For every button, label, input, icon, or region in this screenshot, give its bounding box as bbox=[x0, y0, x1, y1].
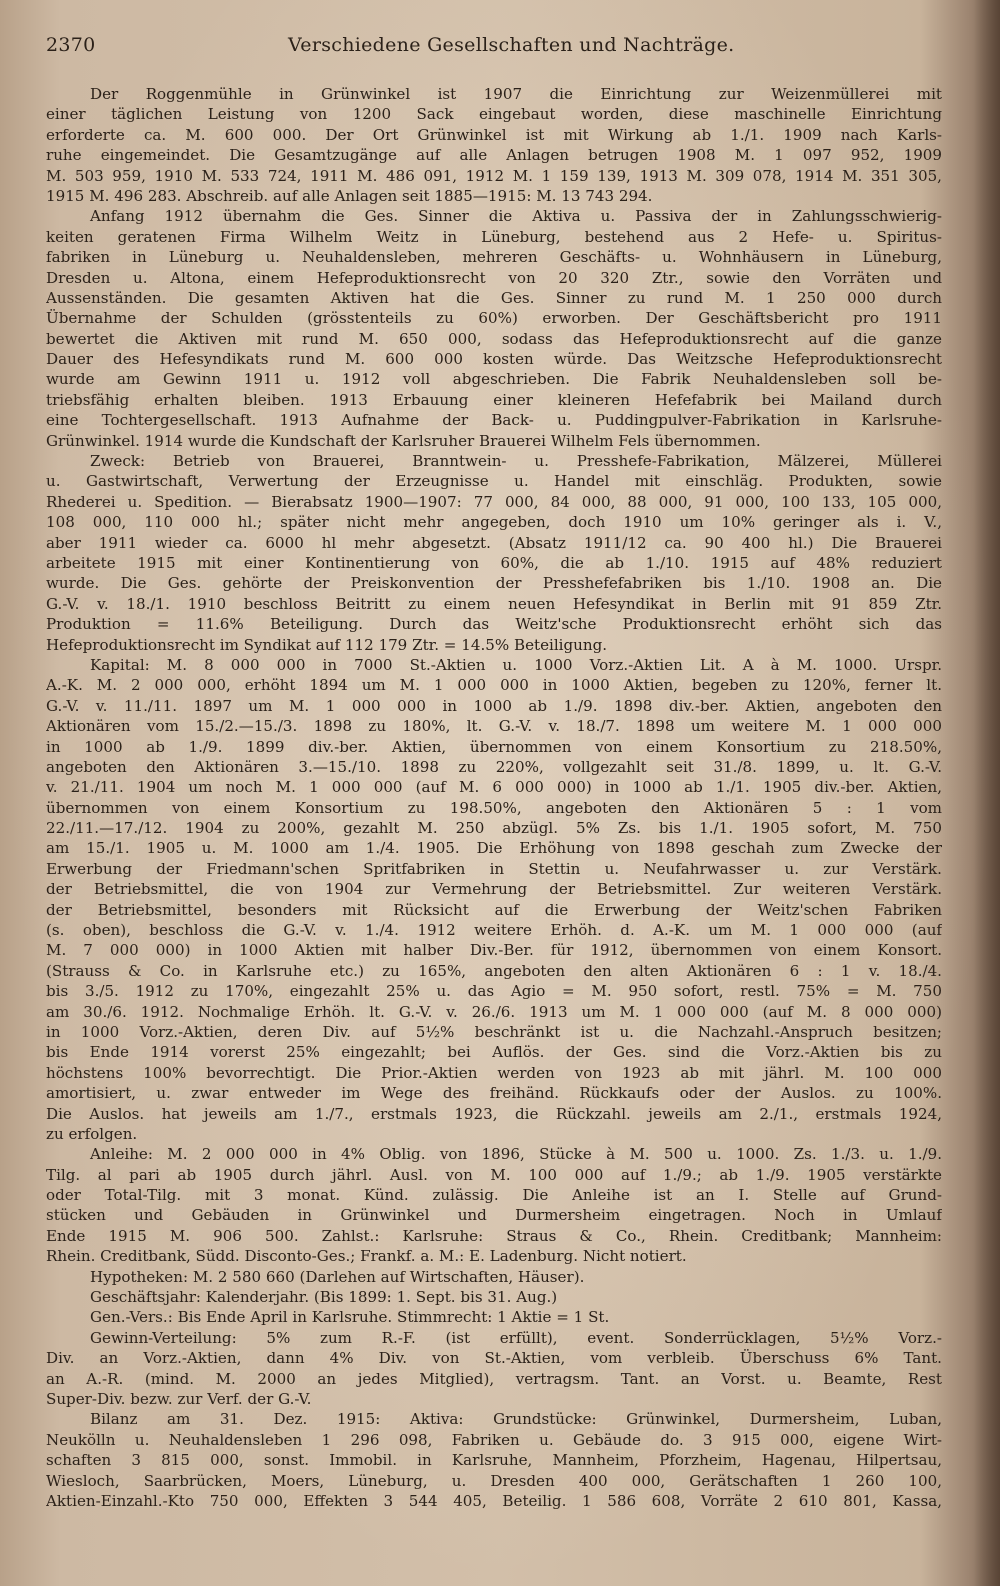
text-line: Hypotheken: M. 2 580 660 (Darlehen auf Wirtschaften, Häuser). bbox=[90, 1267, 585, 1286]
text-line: arbeitete 1915 mit einer Kontinentierung von 60%, die ab 1./10. 1915 auf 48% reduziert bbox=[46, 553, 942, 572]
text-line: zu erfolgen. bbox=[46, 1124, 138, 1143]
text-line: G.-V. v. 18./1. 1910 beschloss Beitritt zu einem neuen Hefesyndikat in Berlin mit 91 859 Ztr. bbox=[46, 594, 942, 613]
text-line: am 30./6. 1912. Nochmalige Erhöh. lt. G.-V. v. 26./6. 1913 um M. 1 000 000 (auf M. 8 000 000) bbox=[46, 1002, 942, 1021]
text-line: übernommen von einem Konsortium zu 198.50%, angeboten den Aktionären 5 : 1 vom bbox=[46, 798, 942, 817]
text-line: A.-K. M. 2 000 000, erhöht 1894 um M. 1 000 000 in 1000 Aktien, begeben zu 120%, ferner lt. bbox=[46, 676, 942, 695]
running-title: Verschiedene Gesellschaften und Nachträge. bbox=[288, 34, 735, 56]
text-line: Neukölln u. Neuhaldensleben 1 296 098, Fabriken u. Gebäude do. 3 915 000, eigene Wirt- bbox=[46, 1430, 942, 1449]
text-line: amortisiert, u. zwar entweder im Wege des freihänd. Rückkaufs oder der Auslos. zu 100%. bbox=[46, 1084, 942, 1103]
text-line: Erwerbung der Friedmann'schen Spritfabriken in Stettin u. Neufahrwasser u. zur Verstärk. bbox=[46, 859, 942, 878]
text-line: triebsfähig erhalten bleiben. 1913 Erbauung einer kleineren Hefefabrik bei Mailand durch bbox=[46, 390, 942, 409]
text-line: wurde. Die Ges. gehörte der Preiskonvention der Presshefefabriken bis 1./10. 1908 an. Die bbox=[46, 574, 942, 593]
text-line: schaften 3 815 000, sonst. Immobil. in Karlsruhe, Mannheim, Pforzheim, Hagenau, Hilpertsau, bbox=[46, 1451, 942, 1470]
text-line: Aktionären vom 15./2.—15./3. 1898 zu 180%, lt. G.-V. v. 18./7. 1898 um weitere M. 1 000 000 bbox=[46, 717, 942, 736]
text-line: Rhein. Creditbank, Südd. Disconto-Ges.; Frankf. a. M.: E. Ladenburg. Nicht notiert. bbox=[46, 1247, 687, 1266]
text-line: Anfang 1912 übernahm die Ges. Sinner die Aktiva u. Passiva der in Zahlungsschwierig- bbox=[90, 207, 942, 226]
text-line: wurde am Gewinn 1911 u. 1912 voll abgeschrieben. Die Fabrik Neuhaldensleben soll be- bbox=[46, 370, 942, 389]
text-line: Super-Div. bezw. zur Verf. der G.-V. bbox=[46, 1390, 312, 1408]
text-line: Wiesloch, Saarbrücken, Moers, Lüneburg, u. Dresden 400 000, Gerätschaften 1 260 100, bbox=[46, 1471, 942, 1490]
text-line: M. 503 959, 1910 M. 533 724, 1911 M. 486 091, 1912 M. 1 159 139, 1913 M. 309 078, 1914 M. 351 305, bbox=[46, 166, 942, 185]
text-line: keiten geratenen Firma Wilhelm Weitz in Lüneburg, bestehend aus 2 Hefe- u. Spiritus- bbox=[46, 227, 942, 246]
text-line: Hefeproduktionsrecht im Syndikat auf 112 179 Ztr. = 14.5% Beteiligung. bbox=[46, 635, 608, 654]
text-line: bis Ende 1914 vorerst 25% eingezahlt; bei Auflös. der Ges. sind die Vorz.-Aktien bis zu bbox=[46, 1043, 942, 1062]
text-line: Gen.-Vers.: Bis Ende April in Karlsruhe. Stimmrecht: 1 Aktie = 1 St. bbox=[90, 1308, 610, 1327]
text-line: M. 7 000 000) in 1000 Aktien mit halber Div.-Ber. für 1912, übernommen von einem Konsort. bbox=[46, 941, 942, 960]
page-header bbox=[46, 34, 946, 64]
text-line: Ende 1915 M. 906 500. Zahlst.: Karlsruhe: Straus & Co., Rhein. Creditbank; Mannheim: bbox=[46, 1226, 942, 1245]
text-line: an A.-R. (mind. M. 2000 an jedes Mitglied), vertragsm. Tant. an Vorst. u. Beamte, Rest bbox=[46, 1369, 942, 1388]
text-line: Der Roggenmühle in Grünwinkel ist 1907 die Einrichtung zur Weizenmüllerei mit bbox=[90, 85, 942, 103]
text-line: stücken und Gebäuden in Grünwinkel und Durmersheim eingetragen. Noch in Umlauf bbox=[46, 1206, 942, 1225]
text-line: der Betriebsmittel, die von 1904 zur Vermehrung der Betriebsmittel. Zur weiteren Verstärk. bbox=[46, 880, 942, 899]
text-line: fabriken in Lüneburg u. Neuhaldensleben, mehreren Geschäfts- u. Wohnhäusern in Lüneburg, bbox=[46, 248, 942, 267]
text-line: G.-V. v. 11./11. 1897 um M. 1 000 000 in 1000 ab 1./9. 1898 div.-ber. Aktien, angeboten den bbox=[46, 696, 942, 715]
text-line: v. 21./11. 1904 um noch M. 1 000 000 (auf M. 6 000 000) in 1000 ab 1./1. 1905 div.-ber. Aktien, bbox=[46, 778, 942, 797]
text-line: Dresden u. Altona, einem Hefeproduktionsrecht von 20 320 Ztr., sowie den Vorräten und bbox=[46, 268, 942, 287]
text-line: bewertet die Aktiven mit rund M. 650 000, sodass das Hefeproduktionsrecht auf die ganze bbox=[46, 329, 942, 348]
text-line: der Betriebsmittel, besonders mit Rücksicht auf die Erwerbung der Weitz'schen Fabriken bbox=[46, 900, 942, 919]
text-line: Zweck: Betrieb von Brauerei, Branntwein- u. Presshefe-Fabrikation, Mälzerei, Müllerei bbox=[90, 452, 942, 471]
text-line: ruhe eingemeindet. Die Gesamtzugänge auf alle Anlagen betrugen 1908 M. 1 097 952, 1909 bbox=[46, 146, 942, 165]
page-number: 2370 bbox=[46, 34, 96, 56]
text-line: höchstens 100% bevorrechtigt. Die Prior.-Aktien werden von 1923 ab mit jährl. M. 100 000 bbox=[46, 1063, 942, 1082]
text-line: Div. an Vorz.-Aktien, dann 4% Div. von St.-Aktien, vom verbleib. Überschuss 6% Tant. bbox=[46, 1349, 942, 1368]
text-line: einer täglichen Leistung von 1200 Sack eingebaut worden, diese maschinelle Einrichtung bbox=[46, 105, 942, 124]
text-line: Grünwinkel. 1914 wurde die Kundschaft der Karlsruher Brauerei Wilhelm Fels übernommen. bbox=[46, 431, 761, 450]
text-line: 1915 M. 496 283. Abschreib. auf alle Anlagen seit 1885—1915: M. 13 743 294. bbox=[46, 186, 653, 205]
text-line: Aktien-Einzahl.-Kto 750 000, Effekten 3 544 405, Beteilig. 1 586 608, Vorräte 2 610 801, Kassa, bbox=[46, 1491, 942, 1510]
text-line: Bilanz am 31. Dez. 1915: Aktiva: Grundstücke: Grünwinkel, Durmersheim, Luban, bbox=[90, 1410, 942, 1429]
text-line: 108 000, 110 000 hl.; später nicht mehr angegeben, doch 1910 um 10% geringer als i. V., bbox=[46, 513, 942, 532]
text-line: Aussenständen. Die gesamten Aktiven hat die Ges. Sinner zu rund M. 1 250 000 durch bbox=[46, 288, 942, 307]
text-line: Kapital: M. 8 000 000 in 7000 St.-Aktien u. 1000 Vorz.-Aktien Lit. A à M. 1000. Urspr. bbox=[90, 655, 942, 674]
text-line: (s. oben), beschloss die G.-V. v. 1./4. 1912 weitere Erhöh. d. A.-K. um M. 1 000 000 (auf bbox=[46, 921, 942, 940]
text-line: in 1000 Vorz.-Aktien, deren Div. auf 5½% beschränkt ist u. die Nachzahl.-Anspruch besitzen; bbox=[46, 1022, 942, 1041]
text-line: erforderte ca. M. 600 000. Der Ort Grünwinkel ist mit Wirkung ab 1./1. 1909 nach Karls- bbox=[46, 125, 942, 144]
text-line: eine Tochtergesellschaft. 1913 Aufnahme der Back- u. Puddingpulver-Fabrikation in Karlsruhe- bbox=[46, 411, 942, 430]
text-line: u. Gastwirtschaft, Verwertung der Erzeugnisse u. Handel mit einschläg. Produkten, sowie bbox=[46, 472, 942, 491]
text-line: oder Total-Tilg. mit 3 monat. Künd. zulässig. Die Anleihe ist an I. Stelle auf Grund- bbox=[46, 1186, 942, 1205]
text-line: Produktion = 11.6% Beteiligung. Durch das Weitz'sche Produktionsrecht erhöht sich das bbox=[46, 615, 942, 634]
text-line: 22./11.—17./12. 1904 zu 200%, gezahlt M. 250 abzügl. 5% Zs. bis 1./1. 1905 sofort, M. 750 bbox=[46, 819, 942, 838]
text-line: Gewinn-Verteilung: 5% zum R.-F. (ist erfüllt), event. Sonderrücklagen, 5½% Vorz.- bbox=[90, 1328, 942, 1347]
text-line: bis 3./5. 1912 zu 170%, eingezahlt 25% u. das Agio = M. 950 sofort, restl. 75% = M. 750 bbox=[46, 982, 942, 1001]
text-line: Dauer des Hefesyndikats rund M. 600 000 kosten würde. Das Weitzsche Hefeproduktionsrecht bbox=[46, 350, 942, 369]
text-line: (Strauss & Co. in Karlsruhe etc.) zu 165%, angeboten den alten Aktionären 6 : 1 v. 18./4. bbox=[46, 961, 942, 980]
text-line: angeboten den Aktionären 3.—15./10. 1898 zu 220%, vollgezahlt seit 31./8. 1899, u. lt. G.-V. bbox=[46, 757, 942, 776]
text-line: Die Auslos. hat jeweils am 1./7., erstmals 1923, die Rückzahl. jeweils am 2./1., erstmals 1924, bbox=[46, 1104, 942, 1123]
text-line: Rhederei u. Spedition. — Bierabsatz 1900—1907: 77 000, 84 000, 88 000, 91 000, 100 133, 105 000, bbox=[46, 492, 942, 511]
text-line: aber 1911 wieder ca. 6000 hl mehr abgesetzt. (Absatz 1911/12 ca. 90 400 hl.) Die Brauerei bbox=[46, 533, 942, 552]
text-line: Geschäftsjahr: Kalenderjahr. (Bis 1899: 1. Sept. bis 31. Aug.) bbox=[90, 1288, 558, 1307]
text-line: Übernahme der Schulden (grösstenteils zu 60%) erworben. Der Geschäftsbericht pro 1911 bbox=[46, 309, 942, 328]
text-line: in 1000 ab 1./9. 1899 div.-ber. Aktien, übernommen von einem Konsortium zu 218.50%, bbox=[46, 737, 942, 756]
text-line: Tilg. al pari ab 1905 durch jährl. Ausl. von M. 100 000 auf 1./9.; ab 1./9. 1905 verstärkte bbox=[46, 1165, 942, 1184]
page-body bbox=[46, 84, 942, 1511]
text-line: am 15./1. 1905 u. M. 1000 am 1./4. 1905. Die Erhöhung von 1898 geschah zum Zwecke der bbox=[46, 839, 942, 858]
text-line: Anleihe: M. 2 000 000 in 4% Oblig. von 1896, Stücke à M. 500 u. 1000. Zs. 1./3. u. 1./9. bbox=[90, 1145, 942, 1164]
